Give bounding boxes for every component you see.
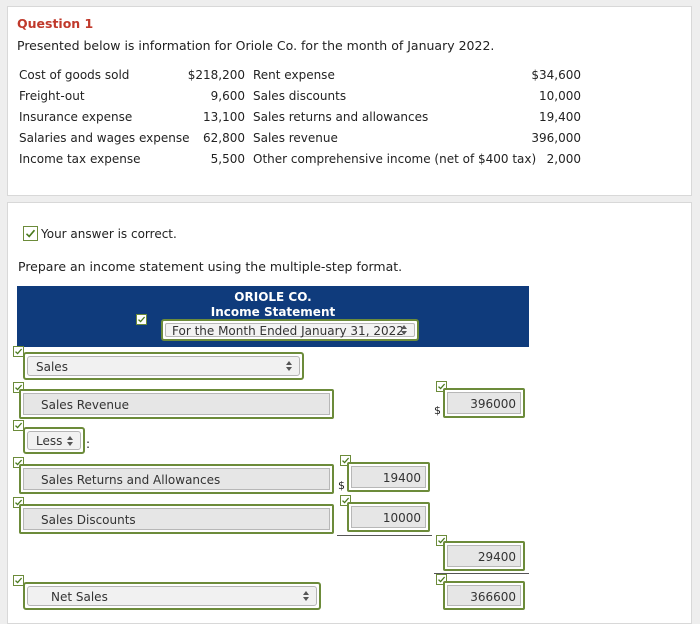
item-value: 396,000 bbox=[531, 131, 581, 145]
correct-check-icon bbox=[23, 226, 38, 241]
sales-discounts-label: Sales Discounts bbox=[23, 508, 330, 530]
item-value: $218,200 bbox=[187, 68, 245, 82]
total-deductions-amount[interactable] bbox=[443, 541, 525, 571]
company-name: ORIOLE CO. bbox=[234, 290, 312, 304]
updown-icon bbox=[401, 325, 407, 335]
period-select[interactable] bbox=[161, 319, 419, 341]
answer-status: Your answer is correct. bbox=[41, 227, 177, 241]
less-select[interactable] bbox=[23, 427, 85, 454]
item-value: 9,600 bbox=[210, 89, 245, 103]
currency-sign: $ bbox=[434, 404, 441, 417]
net-sales-select[interactable] bbox=[23, 582, 321, 610]
total-underline bbox=[434, 573, 529, 574]
amount-value: 19400 bbox=[351, 466, 426, 488]
net-sales-select-value: Net Sales bbox=[51, 590, 108, 604]
net-sales-amount[interactable] bbox=[443, 581, 525, 610]
sales-select-value: Sales bbox=[36, 360, 68, 374]
amount-value: 10000 bbox=[351, 506, 426, 528]
item-value: 13,100 bbox=[203, 110, 245, 124]
sales-returns-label: Sales Returns and Allowances bbox=[23, 468, 330, 490]
item-label: Income tax expense bbox=[19, 152, 141, 166]
less-select-value: Less bbox=[36, 434, 63, 448]
amount-value: 29400 bbox=[447, 545, 521, 567]
item-label: Freight-out bbox=[19, 89, 85, 103]
item-label: Insurance expense bbox=[19, 110, 133, 124]
item-value: $34,600 bbox=[531, 68, 581, 82]
sales-discounts-amount[interactable] bbox=[347, 502, 430, 532]
period-value: For the Month Ended January 31, 2022 bbox=[172, 324, 404, 338]
sales-returns-amount[interactable] bbox=[347, 462, 430, 492]
amount-value: 366600 bbox=[447, 585, 521, 606]
item-label: Cost of goods sold bbox=[19, 68, 130, 82]
sales-revenue-amount[interactable] bbox=[443, 388, 525, 418]
item-label: Other comprehensive income (net of $400 tax) bbox=[253, 152, 537, 166]
item-value: 62,800 bbox=[203, 131, 245, 145]
item-value: 2,000 bbox=[546, 152, 581, 166]
item-label: Sales discounts bbox=[253, 89, 347, 103]
sales-revenue-label: Sales Revenue bbox=[23, 393, 330, 415]
updown-icon bbox=[67, 436, 73, 446]
statement-header bbox=[17, 286, 529, 347]
item-label: Sales returns and allowances bbox=[253, 110, 429, 124]
subtotal-underline bbox=[337, 535, 432, 536]
less-colon: : bbox=[86, 437, 91, 451]
updown-icon bbox=[303, 591, 309, 601]
question-title: Question 1 bbox=[17, 16, 94, 31]
item-label: Sales revenue bbox=[253, 131, 338, 145]
item-value: 5,500 bbox=[210, 152, 245, 166]
check-icon bbox=[136, 314, 147, 325]
item-value: 19,400 bbox=[539, 110, 581, 124]
question-intro: Presented below is information for Oriole Co. for the month of January 2022. bbox=[17, 38, 495, 53]
sales-returns-field[interactable] bbox=[19, 464, 334, 494]
item-label: Salaries and wages expense bbox=[19, 131, 190, 145]
currency-sign: $ bbox=[338, 479, 345, 492]
sales-revenue-field[interactable] bbox=[19, 389, 334, 419]
item-label: Rent expense bbox=[253, 68, 335, 82]
instruction-text: Prepare an income statement using the multiple-step format. bbox=[18, 259, 403, 274]
item-value: 10,000 bbox=[539, 89, 581, 103]
sales-discounts-field[interactable] bbox=[19, 504, 334, 534]
statement-title: Income Statement bbox=[210, 305, 336, 319]
sales-section-select[interactable] bbox=[23, 352, 304, 380]
amount-value: 396000 bbox=[447, 392, 521, 414]
updown-icon bbox=[286, 361, 292, 371]
